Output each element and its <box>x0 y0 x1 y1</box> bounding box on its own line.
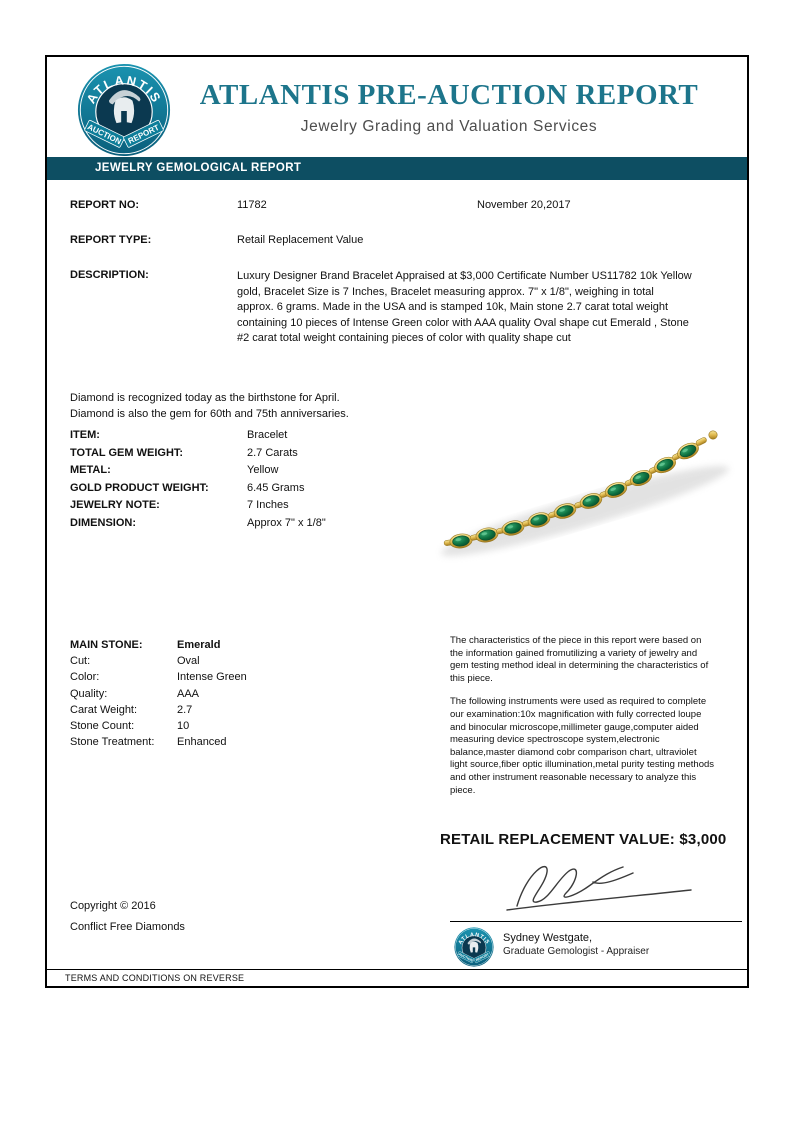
retail-replacement-value: RETAIL REPLACEMENT VALUE: $3,000 <box>440 831 727 848</box>
methodology-paragraph-2: The following instruments were used as required to complete our examination:10x magnification with fully corrected loupe and binocular microscope,millimeter gauge,computer aided measuring device spectroscope system,electronic balance,master diamond cobr comparison chart, ultraviolet light source,fiber optic illumination,metal purity testing methods and other instrument reasonable necessary to analyze this piece. <box>450 696 715 796</box>
item-value: Yellow <box>247 464 279 476</box>
item-label: METAL: <box>70 464 111 476</box>
main-stone-value: AAA <box>177 687 200 700</box>
footer-atlantis-logo-icon <box>454 927 494 967</box>
main-stone-label: Stone Treatment: <box>70 736 155 749</box>
main-stone-label: Quality: <box>70 687 108 700</box>
main-stone-row <box>70 718 248 734</box>
header-titles <box>175 79 723 136</box>
birthstone-line-1: Diamond is recognized today as the birthstone for April. <box>70 392 340 404</box>
main-stone-row <box>70 637 248 653</box>
report-type-label: REPORT TYPE: <box>70 234 152 246</box>
main-stone-label: Carat Weight: <box>70 703 138 716</box>
main-stone-label: Stone Count: <box>70 720 135 733</box>
report-title: ATLANTIS PRE-AUCTION REPORT <box>199 79 699 111</box>
main-stone-value: Enhanced <box>177 736 227 749</box>
methodology-paragraph-1: The characteristics of the piece in this report were based on the information gained fromutilizing a variety of jewelry and gem testing method ideal in determining the characteristics of this piece. <box>450 635 709 684</box>
birthstone-line-2: Diamond is also the gem for 60th and 75th anniversaries. <box>70 407 349 420</box>
item-value: 6.45 Grams <box>247 481 305 494</box>
report-document <box>45 55 749 988</box>
main-stone-row <box>70 653 248 669</box>
report-subtitle: Jewelry Grading and Valuation Services <box>300 118 598 135</box>
gemological-report-bar-label: JEWELRY GEMOLOGICAL REPORT <box>95 162 302 174</box>
item-value: Bracelet <box>247 429 288 441</box>
item-row <box>70 499 326 517</box>
terms-text: TERMS AND CONDITIONS ON REVERSE <box>65 973 245 983</box>
atlantis-logo-icon <box>77 63 171 157</box>
main-stone-value: 10 <box>177 720 190 733</box>
main-stone-row <box>70 734 248 750</box>
description-text: Luxury Designer Brand Bracelet Appraised at $3,000 Certificate Number US11782 10k Yellow gold, Bracelet Size is 7 Inches, Bracelet measuring approx. 7" x 1/8", weighing in total approx. 6 grams. Made in the USA and is stamped 10k, Main stone 2.7 carat total weight containing 10 pieces of Intense Green color with AAA quality Oval shape cut Emerald , Stone #2 carat total weight containing pieces of color with quality shape cut <box>237 270 692 345</box>
description-row <box>70 269 730 347</box>
main-stone-label: Color: <box>70 671 100 684</box>
signature-line <box>450 921 742 922</box>
report-number-row <box>70 199 730 211</box>
item-row <box>70 482 326 500</box>
item-row <box>70 447 326 465</box>
item-row <box>70 517 326 535</box>
report-date: November 20,2017 <box>477 199 571 211</box>
main-stone-row <box>70 669 248 685</box>
bracelet-photo <box>425 419 755 587</box>
signature-icon <box>495 850 700 922</box>
terms-divider <box>47 969 747 970</box>
report-type-row <box>70 234 730 246</box>
main-stone-value: Intense Green <box>177 671 247 684</box>
item-label: DIMENSION: <box>70 516 136 529</box>
item-label: GOLD PRODUCT WEIGHT: <box>70 481 209 494</box>
report-type-value: Retail Replacement Value <box>237 234 364 246</box>
item-row <box>70 464 326 482</box>
main-stone-details <box>70 637 248 750</box>
appraiser-block <box>503 931 649 959</box>
appraiser-title: Graduate Gemologist - Appraiser <box>503 946 650 957</box>
conflict-free-text: Conflict Free Diamonds <box>70 921 185 933</box>
item-value: Approx 7" x 1/8" <box>247 516 326 529</box>
item-details <box>70 429 326 534</box>
birthstone-note <box>70 391 349 422</box>
main-stone-value: Emerald <box>177 639 221 651</box>
item-label: JEWELRY NOTE: <box>70 499 160 511</box>
item-label: ITEM: <box>70 429 100 441</box>
methodology-text <box>450 635 716 797</box>
appraiser-name: Sydney Westgate, <box>503 932 593 944</box>
main-stone-value: Oval <box>177 655 200 668</box>
main-stone-label: Cut: <box>70 655 91 668</box>
item-value: 7 Inches <box>247 499 289 511</box>
item-label: TOTAL GEM WEIGHT: <box>70 446 184 459</box>
main-stone-label: MAIN STONE: <box>70 639 143 651</box>
main-stone-value: 2.7 <box>177 703 193 716</box>
main-stone-row <box>70 702 248 718</box>
report-number-label: REPORT NO: <box>70 199 140 211</box>
description-label: DESCRIPTION: <box>70 269 149 281</box>
report-number-value: 11782 <box>237 199 267 211</box>
copyright-text: Copyright © 2016 <box>70 900 156 912</box>
main-stone-row <box>70 686 248 702</box>
gemological-report-bar <box>47 157 747 180</box>
item-value: 2.7 Carats <box>247 446 298 459</box>
item-row <box>70 429 326 447</box>
